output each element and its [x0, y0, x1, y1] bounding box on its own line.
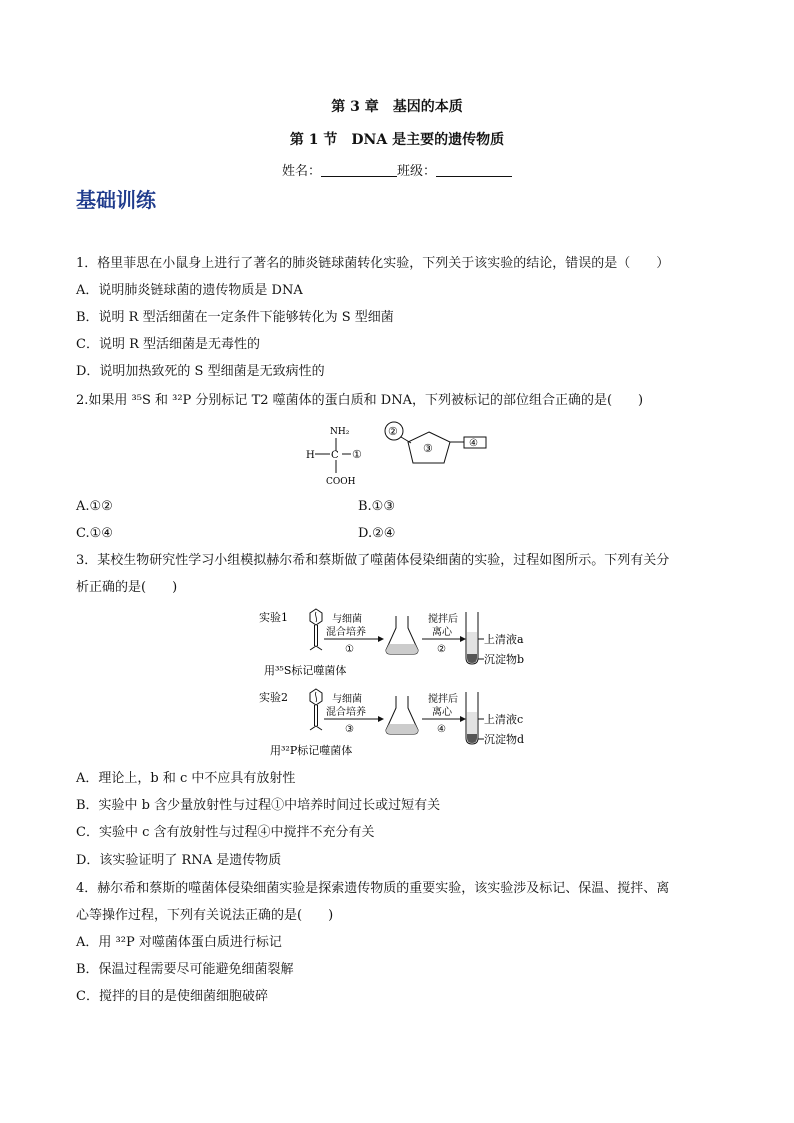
tube-supernatant [467, 712, 477, 734]
name-label: 姓名： [281, 164, 321, 179]
q4-option-b: B．保温过程需要尽可能避免细菌裂解 [76, 962, 294, 977]
q2-option-b: B.①③ [358, 499, 395, 514]
q4-option-c: C．搅拌的目的是使细菌细胞破碎 [76, 989, 268, 1004]
mark-1: ① [352, 448, 362, 461]
phage-dna-icon [315, 692, 316, 702]
q1-stem: 1．格里菲思在小鼠身上进行了著名的肺炎链球菌转化实验，下列关于该实验的结论，错误的是（ ） [76, 256, 670, 271]
exp2-sediment: 沉淀物d [484, 733, 525, 746]
phage-dna-icon [315, 612, 316, 622]
tube-sediment [467, 734, 477, 743]
arrow-head-icon [460, 636, 466, 642]
class-label: 班级： [397, 164, 437, 179]
exp1-label: 实验1 [259, 611, 288, 624]
arrow-head-icon [460, 716, 466, 722]
c-label: C [331, 450, 339, 461]
q3-option-c: C．实验中 c 含有放射性与过程④中搅拌不充分有关 [76, 825, 375, 840]
exp1-sediment: 沉淀物b [484, 653, 525, 666]
cooh-label: COOH [326, 477, 356, 487]
q2-option-d: D.②④ [358, 526, 396, 541]
bond-line [401, 437, 411, 443]
exp2-step1-top: 与细菌 [332, 694, 362, 705]
q2-structure-figure [300, 418, 500, 492]
mark-2: ② [388, 425, 398, 438]
exp1-step1-top: 与细菌 [332, 614, 362, 625]
arrow-head-icon [378, 716, 384, 722]
q2-stem: 2.如果用 ³⁵S 和 ³²P 分别标记 T2 噬菌体的蛋白质和 DNA，下列被标记的部位组合正确的是( ) [76, 393, 644, 408]
q1-option-a: A．说明肺炎链球菌的遗传物质是 DNA [76, 283, 303, 298]
arrow-head-icon [378, 636, 384, 642]
q3-stem-line1: 3．某校生物研究性学习小组模拟赫尔希和蔡斯做了噬菌体侵染细菌的实验，过程如图所示。下列有关分 [76, 553, 670, 568]
tube-sediment [467, 654, 477, 663]
exp2-step2-top: 搅拌后 [428, 694, 458, 705]
q3-option-a: A．理论上，b 和 c 中不应具有放射性 [76, 771, 296, 786]
mark-4: ④ [469, 438, 478, 449]
q1-option-d: D．说明加热致死的 S 型细菌是无致病性的 [76, 364, 325, 379]
exp1-step1-num: ① [345, 644, 354, 655]
q3-option-b: B．实验中 b 含少量放射性与过程①中培养时间过长或过短有关 [76, 798, 441, 813]
exp2-step2-num: ④ [437, 724, 446, 735]
section-heading: 基础训练 [76, 188, 156, 212]
q3-experiment-figure [256, 606, 546, 762]
name-blank[interactable] [321, 164, 397, 177]
exp1-step2-num: ② [437, 644, 446, 655]
h-label: H [306, 450, 315, 461]
phage-fiber [310, 726, 322, 730]
mark-3: ③ [423, 442, 433, 455]
exp1-supernatant: 上清液a [484, 633, 524, 646]
chapter-title: 第 3 章 基因的本质 [331, 99, 463, 115]
exp1-step2-top: 搅拌后 [428, 614, 458, 625]
name-class-row [0, 160, 794, 179]
class-blank[interactable] [436, 164, 512, 177]
flask-liquid [386, 644, 418, 654]
flask-liquid [386, 724, 418, 734]
q1-option-b: B．说明 R 型活细菌在一定条件下能够转化为 S 型细菌 [76, 310, 394, 325]
q4-stem-line2: 心等操作过程，下列有关说法正确的是( ) [76, 908, 334, 923]
phage-fiber [310, 646, 322, 650]
q4-option-a: A．用 ³²P 对噬菌体蛋白质进行标记 [76, 935, 282, 950]
nh2-label: NH₂ [330, 427, 350, 437]
tube-supernatant [467, 632, 477, 654]
q2-option-a: A.①② [76, 499, 113, 514]
exp2-caption: 用³²P标记噬菌体 [270, 744, 353, 757]
exp2-step1-num: ③ [345, 724, 354, 735]
q3-stem-line2: 析正确的是( ) [76, 580, 178, 595]
q3-option-d: D．该实验证明了 RNA 是遗传物质 [76, 853, 282, 868]
exp1-step1-mid: 混合培养 [326, 627, 366, 638]
section-title: 第 1 节 DNA 是主要的遗传物质 [289, 132, 505, 148]
exp2-step1-mid: 混合培养 [326, 707, 366, 718]
exp2-step2-mid: 离心 [432, 707, 452, 718]
exp1-step2-mid: 离心 [432, 627, 452, 638]
q2-option-c: C.①④ [76, 526, 113, 541]
exp1-caption: 用³⁵S标记噬菌体 [264, 664, 347, 677]
q4-stem-line1: 4．赫尔希和蔡斯的噬菌体侵染细菌实验是探索遗传物质的重要实验，该实验涉及标记、保温、搅拌、离 [76, 881, 670, 896]
q1-option-c: C．说明 R 型活细菌是无毒性的 [76, 337, 260, 352]
exp2-label: 实验2 [259, 691, 288, 704]
exp2-supernatant: 上清液c [484, 713, 524, 726]
